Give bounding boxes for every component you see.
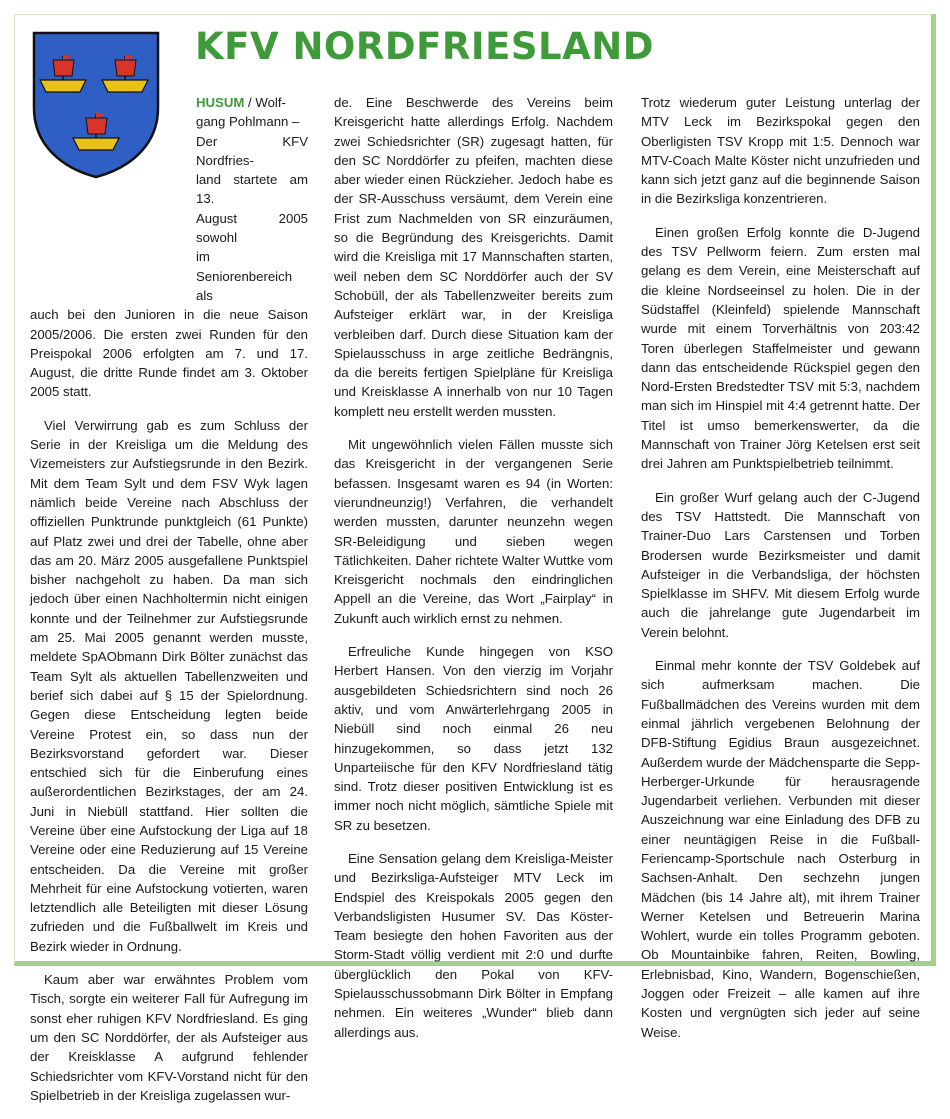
article-column-1 (30, 93, 308, 1119)
page-title: KFV NORDFRIESLAND (195, 25, 654, 68)
lead-line: / Wolf- (248, 95, 286, 110)
article-paragraph: Ein großer Wurf gelang auch der C-Jugend des TSV Hattstedt. Die Mannschaft von Trainer-Duo Lars Carstensen und Torben Brodersen wurde Bezirksmeister und damit Aufsteiger in die Verbandsliga, der höchsten Spielklasse im SHFV. Mit diesem Erfolg wurde auch die jahrelange gute Jugendarbeit im Verein belohnt. (641, 489, 920, 640)
article-paragraph: Mit ungewöhnlich vielen Fällen musste sich das Kreisgericht in der vergangenen Serie befassen. Insgesamt waren es 94 (in Worten: vierundneunzig!) Verfahren, die verhandelt werden mussten, darunter neunzehn wegen SR-Beleidigung und sieben wegen Tätlichkeiten. Daher richtete Walter Wuttke vom Kreisgericht nochmals den eindringlichen Appell an die Vereine, das Wort „Fairplay“ in Zukunft auch wirklich ernst zu nehmen. (334, 437, 613, 626)
lead-line: gang Pohlmann – (196, 114, 300, 130)
article-lead (30, 93, 308, 305)
lead-line: im Seniorenbereich als (196, 249, 293, 303)
article-paragraph: Viel Verwirrung gab es zum Schluss der Serie in der Kreisliga um die Meldung des Vizemeisters zur Aufstiegsrunde in den Bezirk. Mit dem Team Sylt und dem FSV Wyk lagen nämlich beide Vereine nach Abschluss der offiziellen Punktrunde punktgleich (61 Punkte) auf Platz zwei und drei der Tabelle, ohne aber das am 20. März 2005 ausgefallene Punktspiel bisher nachgeholt zu haben. Da man sich jedoch über einen Nachholtermin nicht einigen konnte und der Teilnehmer zur Aufstiegsrunde am 25. Mai 2005 genannt werden musste, meldete SpAObmann Dirk Bölter zunächst das Team Sylt als aktuellen Tabellenzweiten und berief sich dabei auf § 15 der Spielordnung. Gegen diese Entscheidung legten beide Vereine Protest ein, so dass nun der Bezirksvorstand gefordert war. Dieser entschied sich für die Einberufung eines außerordentlichen Bezirkstages, der am 24. Juni in Niebüll stattfand. Hier sollten die Vereine über eine Aufstockung der Liga auf 18 Vereine oder eine Reduzierung auf 15 Vereine entscheiden. Da die Vereine mit großer Mehrheit für eine Aufstockung votierten, waren letztendlich alle Beteiligten mit dieser Lösung zufrieden und die Fußballwelt im Kreis und Bezirk wieder in Ordnung. (30, 417, 308, 954)
article-paragraph: Einmal mehr konnte der TSV Goldebek auf sich aufmerksam machen. Die Fußballmädchen des Vereins wurden mit dem einmal jährlich vergebenen Belohnung der DFB-Stiftung Egidius Braun ausgezeichnet. Außerdem wurde der Mädchensparte die Sepp-Herberger-Urkunde für herausragende Jugendarbeit verliehen. Verbunden mit dieser Auszeichnung war eine Einladung des DFB zu einer neuntägigen Reise in die Fußball-Feriencamp-Sportschule nach Osterburg in Sachsen-Anhalt. Den sechzehn jungen Mädchen (bis 14 Jahre alt), mit ihrem Trainer Werner Ketelsen und Betreuerin Marina Wohlert, wurde ein tolles Programm geboten. Ob Mountainbike fahren, Reiten, Bowling, Erlebnisbad, Kino, Wandern, Bogenschießen, Joggen oder Freizeit – alle kamen auf ihre Kosten und vergnügten sich jeder auf seine Weise. (641, 658, 920, 1040)
article-paragraph: Erfreuliche Kunde hingegen von KSO Herbert Hansen. Von den vierzig im Vorjahr ausgebildeten Schiedsrichtern sind noch 26 aktiv, und vom Anwärterlehrgang 2005 in Niebüll sind noch einmal 26 neu hinzugekommen, so dass jetzt 132 Unparteiische für den KFV Nordfriesland tätig sind. Trotz dieser positiven Entwicklung ist es immer noch nicht möglich, sämtliche Spiele mit SR zu besetzen. (334, 644, 613, 833)
article-column-2 (334, 93, 613, 1056)
lead-line: August 2005 sowohl (196, 210, 308, 246)
article-paragraph: Trotz wiederum guter Leistung unterlag der MTV Leck im Bezirkspokal gegen den Oberligisten TSV Kropp mit 1:5. Dennoch war MTV-Coach Malte Köster nicht unzufrieden und kann sich jetzt ganz auf die beginnende Saison in die Bezirksliga konzentrieren. (641, 95, 920, 207)
article-paragraph: auch bei den Junioren in die neue Saison 2005/2006. Die ersten zwei Runden für den Preispokal 2006 erfolgten am 7. und 17. August, die dritte Runde findet am 3. Oktober 2005 statt. (30, 307, 308, 400)
article-paragraph: de. Eine Beschwerde des Vereins beim Kreisgericht hatte allerdings Erfolg. Nachdem zwei Schiedsrichter (SR) zugesagt hatten, für den SC Norddörfer zu pfeifen, machten diese aber wieder einen Rückzieher. Jedoch habe es der SR-Ausschuss versäumt, dem Verein eine Frist zum Nachmelden von SR einzuräumen, so die Begründung des Kreisgerichts. Damit wird die Kreisliga mit 17 Mannschaften starten, weil neben dem SC Norddörfer auch der SV Schobüll, der als Tabellenzweiter bereits zum Aufsteiger erklärt war, in der Kreisliga verbleiben darf. Durch diese Situation kam der Spielausschuss in arge zeitliche Bedrängnis, da die bereits fertigen Spielpläne für Kreisliga und Kreisklasse A innerhalb von nur 10 Tagen komplett neu erstellt werden mussten. (334, 95, 613, 419)
article-column-3 (641, 93, 920, 1056)
lead-line: Der KFV Nordfries- (196, 133, 308, 168)
dateline-place: HUSUM (196, 95, 245, 110)
article-paragraph: Eine Sensation gelang dem Kreisliga-Meister und Bezirksliga-Aufsteiger MTV Leck im Endspiel des Kreispokals 2005 gegen den Verbandsligisten Husumer SV. Das Köster-Team besiegte den hohen Favoriten aus der Storm-Stadt völlig verdient mit 2:0 und durfte überglücklich den Pokal von KFV-Spielausschussobmann Dirk Bölter in Empfang nehmen. Ein weiteres „Wunder“ blieb dann allerdings aus. (334, 850, 613, 1040)
article-paragraph: Kaum aber war erwähntes Problem vom Tisch, sorgte ein weiterer Fall für Aufregung im sonst eher ruhigen KFV Nordfriesland. Es ging um den SC Norddörfer, der als Aufsteiger aus der Kreisklasse A aufgrund fehlender Schiedsrichter vom KFV-Vorstand nicht für den Spielbetrieb in der Kreisliga zugelassen wur- (30, 972, 308, 1103)
article-paragraph: Einen großen Erfolg konnte die D-Jugend des TSV Pellworm feiern. Zum ersten mal gelang es dem Verein, eine Meisterschaft auf die kleine Nordseeinsel zu holen. Die in der Südstaffel (Kleinfeld) spielende Mannschaft wurde mit einem Torverhältnis von 203:42 Toren überlegen Staffelmeister und gewann dann das entscheidende Rückspiel gegen den Nord-Ersten Bredstedter TSV mit 5:3, nachdem man sich im Hinspiel mit 4:4 getrennt hatte. Der Titel ist umso bemerkenswerter, da die Mannschaft von Trainer Jörg Ketelsen erst seit drei Jahren am Punktspielbetrieb teilnimmt. (641, 224, 920, 472)
lead-line: land startete am 13. (196, 172, 308, 207)
